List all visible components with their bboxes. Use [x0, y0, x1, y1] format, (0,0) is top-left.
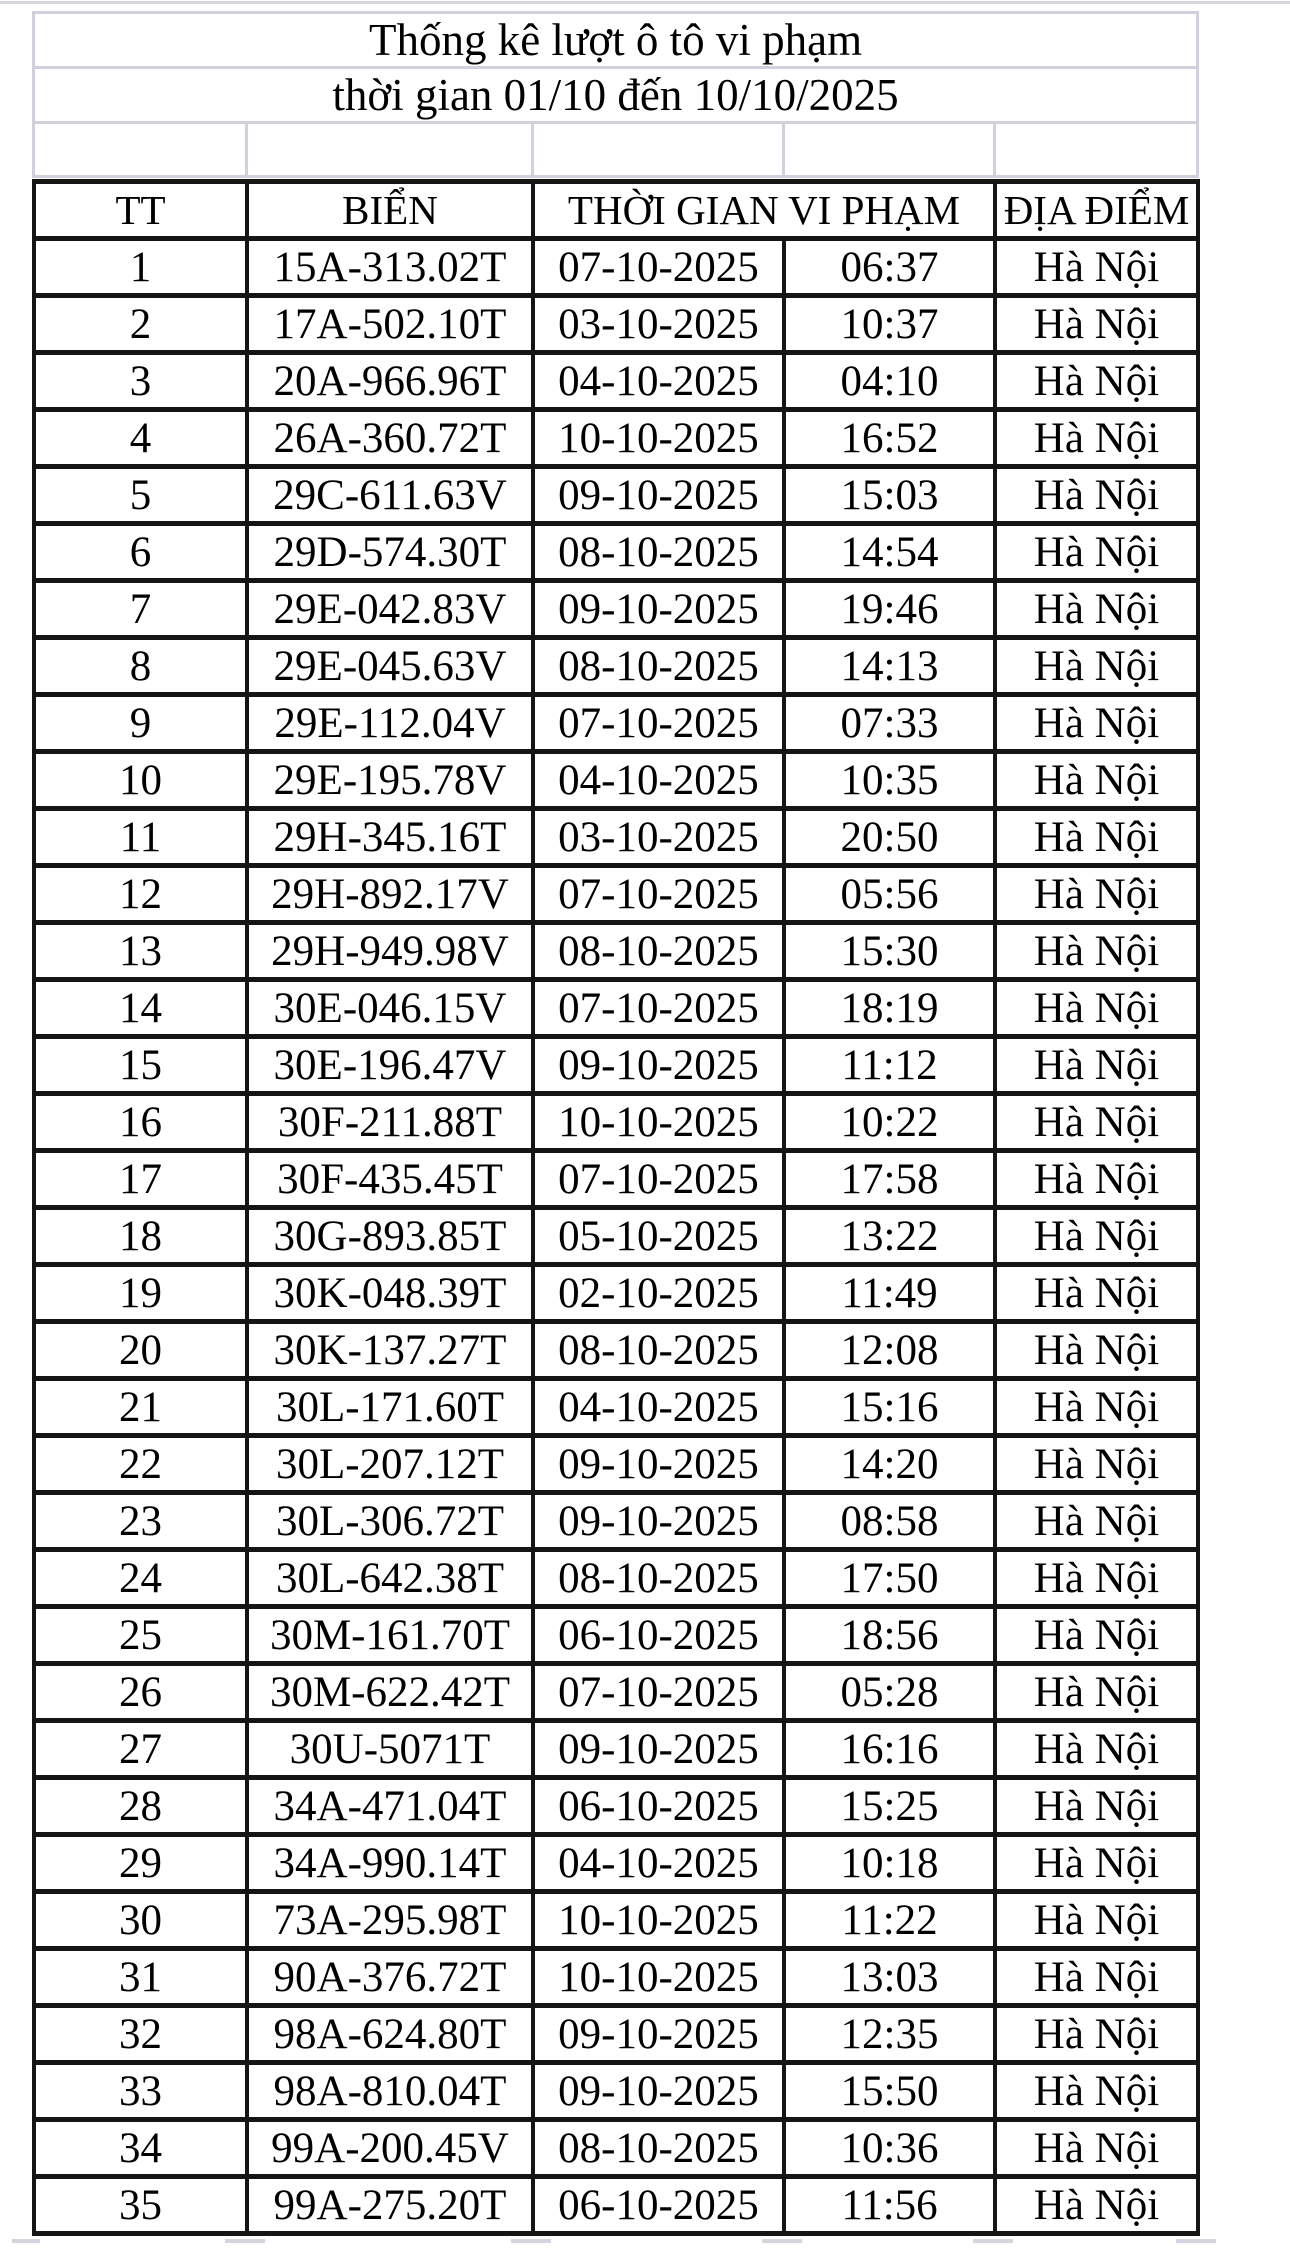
cell-plate: 29E-042.83V [247, 581, 533, 638]
report-title-line1: Thống kê lượt ô tô vi phạm [34, 13, 1198, 68]
cell-location: Hà Nội [995, 524, 1198, 581]
cell-tt: 20 [34, 1322, 247, 1379]
cell-date: 08-10-2025 [533, 1550, 784, 1607]
cell-location: Hà Nội [995, 581, 1198, 638]
cell-location: Hà Nội [995, 1094, 1198, 1151]
cell-tt: 19 [34, 1265, 247, 1322]
cell-time: 07:33 [784, 695, 995, 752]
cell-tt: 10 [34, 752, 247, 809]
cell-time: 10:37 [784, 296, 995, 353]
cell-location: Hà Nội [995, 1664, 1198, 1721]
cell-location: Hà Nội [995, 1493, 1198, 1550]
cell-location: Hà Nội [995, 1379, 1198, 1436]
cell-location: Hà Nội [995, 1835, 1198, 1892]
table-row [34, 1778, 1198, 1835]
table-row [34, 1094, 1198, 1151]
table-row [34, 353, 1198, 410]
cell-plate: 30E-196.47V [247, 1037, 533, 1094]
cell-tt: 29 [34, 1835, 247, 1892]
table-row [34, 1835, 1198, 1892]
col-header-location: ĐỊA ĐIỂM [995, 182, 1198, 239]
cell-date: 02-10-2025 [533, 1265, 784, 1322]
cell-plate: 15A-313.02T [247, 239, 533, 296]
cell-time: 15:30 [784, 923, 995, 980]
cell-tt: 34 [34, 2120, 247, 2177]
cell-location: Hà Nội [995, 923, 1198, 980]
cell-plate: 29D-574.30T [247, 524, 533, 581]
cell-location: Hà Nội [995, 1322, 1198, 1379]
spacer-row [34, 123, 1198, 177]
cell-date: 06-10-2025 [533, 1607, 784, 1664]
cell-plate: 20A-966.96T [247, 353, 533, 410]
table-row [34, 1607, 1198, 1664]
cell-tt: 22 [34, 1436, 247, 1493]
col-header-violation-time: THỜI GIAN VI PHẠM [533, 182, 995, 239]
cell-time: 15:03 [784, 467, 995, 524]
table-row [34, 239, 1198, 296]
cell-plate: 26A-360.72T [247, 410, 533, 467]
table-row [34, 1322, 1198, 1379]
cell-tt: 12 [34, 866, 247, 923]
cell-date: 09-10-2025 [533, 2063, 784, 2120]
cell-date: 09-10-2025 [533, 1493, 784, 1550]
cell-plate: 30M-161.70T [247, 1607, 533, 1664]
table-row [34, 923, 1198, 980]
cell-plate: 30G-893.85T [247, 1208, 533, 1265]
cell-tt: 27 [34, 1721, 247, 1778]
cell-date: 10-10-2025 [533, 1949, 784, 2006]
cell-tt: 13 [34, 923, 247, 980]
cell-date: 10-10-2025 [533, 1892, 784, 1949]
cell-time: 11:56 [784, 2177, 995, 2234]
cell-plate: 17A-502.10T [247, 296, 533, 353]
cell-plate: 30K-048.39T [247, 1265, 533, 1322]
cell-tt: 3 [34, 353, 247, 410]
cell-date: 04-10-2025 [533, 752, 784, 809]
table-row [34, 1949, 1198, 2006]
cell-tt: 33 [34, 2063, 247, 2120]
cell-time: 11:12 [784, 1037, 995, 1094]
cell-plate: 30F-435.45T [247, 1151, 533, 1208]
col-header-tt: TT [34, 182, 247, 239]
cell-time: 12:08 [784, 1322, 995, 1379]
cell-tt: 24 [34, 1550, 247, 1607]
table-row [34, 866, 1198, 923]
cell-time: 10:35 [784, 752, 995, 809]
cell-location: Hà Nội [995, 1550, 1198, 1607]
cell-location: Hà Nội [995, 1436, 1198, 1493]
cell-tt: 11 [34, 809, 247, 866]
cell-tt: 25 [34, 1607, 247, 1664]
cell-time: 17:50 [784, 1550, 995, 1607]
cell-tt: 23 [34, 1493, 247, 1550]
violations-table [32, 179, 1200, 2236]
table-row [34, 410, 1198, 467]
cell-date: 07-10-2025 [533, 866, 784, 923]
cell-time: 19:46 [784, 581, 995, 638]
table-row [34, 638, 1198, 695]
spacer-cell [34, 123, 247, 177]
cell-plate: 29H-345.16T [247, 809, 533, 866]
cell-time: 16:16 [784, 1721, 995, 1778]
cell-time: 13:03 [784, 1949, 995, 2006]
cell-tt: 30 [34, 1892, 247, 1949]
cell-plate: 34A-990.14T [247, 1835, 533, 1892]
cell-location: Hà Nội [995, 1892, 1198, 1949]
cell-time: 10:36 [784, 2120, 995, 2177]
report-title-line2: thời gian 01/10 đến 10/10/2025 [34, 68, 1198, 123]
cell-location: Hà Nội [995, 980, 1198, 1037]
cell-date: 07-10-2025 [533, 239, 784, 296]
cell-time: 20:50 [784, 809, 995, 866]
cell-location: Hà Nội [995, 2006, 1198, 2063]
cell-location: Hà Nội [995, 866, 1198, 923]
cell-time: 15:25 [784, 1778, 995, 1835]
cell-tt: 21 [34, 1379, 247, 1436]
header-row [34, 182, 1198, 239]
cell-location: Hà Nội [995, 752, 1198, 809]
cell-tt: 15 [34, 1037, 247, 1094]
cell-plate: 98A-810.04T [247, 2063, 533, 2120]
cell-time: 14:20 [784, 1436, 995, 1493]
table-row [34, 809, 1198, 866]
sheet-gridline-top [0, 1, 1290, 4]
cell-tt: 8 [34, 638, 247, 695]
table-row [34, 980, 1198, 1037]
cell-location: Hà Nội [995, 1037, 1198, 1094]
table-row [34, 1208, 1198, 1265]
cell-date: 03-10-2025 [533, 809, 784, 866]
cell-tt: 5 [34, 467, 247, 524]
table-row [34, 1892, 1198, 1949]
table-row [34, 1550, 1198, 1607]
cell-plate: 73A-295.98T [247, 1892, 533, 1949]
cell-date: 09-10-2025 [533, 467, 784, 524]
spacer-cell [247, 123, 533, 177]
table-row [34, 581, 1198, 638]
cell-tt: 28 [34, 1778, 247, 1835]
cell-date: 05-10-2025 [533, 1208, 784, 1265]
violation-report-sheet [32, 11, 1196, 2236]
cell-time: 11:22 [784, 1892, 995, 1949]
cell-date: 08-10-2025 [533, 1322, 784, 1379]
cell-time: 06:37 [784, 239, 995, 296]
cell-plate: 30M-622.42T [247, 1664, 533, 1721]
cell-plate: 30L-642.38T [247, 1550, 533, 1607]
table-row [34, 1436, 1198, 1493]
gridline-stub [762, 2239, 802, 2243]
cell-plate: 30K-137.27T [247, 1322, 533, 1379]
gridline-stub [12, 2239, 40, 2243]
cell-location: Hà Nội [995, 1721, 1198, 1778]
cell-time: 05:28 [784, 1664, 995, 1721]
cell-location: Hà Nội [995, 410, 1198, 467]
cell-date: 04-10-2025 [533, 353, 784, 410]
cell-date: 09-10-2025 [533, 1436, 784, 1493]
cell-plate: 34A-471.04T [247, 1778, 533, 1835]
cell-date: 04-10-2025 [533, 1379, 784, 1436]
cell-tt: 31 [34, 1949, 247, 2006]
gridline-stub [1176, 2239, 1216, 2243]
cell-plate: 30E-046.15V [247, 980, 533, 1037]
cell-date: 04-10-2025 [533, 1835, 784, 1892]
gridline-stub [511, 2239, 551, 2243]
cell-tt: 32 [34, 2006, 247, 2063]
cell-date: 09-10-2025 [533, 581, 784, 638]
cell-date: 06-10-2025 [533, 2177, 784, 2234]
cell-location: Hà Nội [995, 467, 1198, 524]
cell-tt: 2 [34, 296, 247, 353]
cell-time: 05:56 [784, 866, 995, 923]
cell-time: 15:16 [784, 1379, 995, 1436]
cell-time: 04:10 [784, 353, 995, 410]
cell-date: 08-10-2025 [533, 638, 784, 695]
title-block [32, 11, 1199, 178]
cell-plate: 29E-045.63V [247, 638, 533, 695]
cell-date: 07-10-2025 [533, 980, 784, 1037]
cell-time: 10:18 [784, 1835, 995, 1892]
cell-plate: 90A-376.72T [247, 1949, 533, 2006]
cell-date: 09-10-2025 [533, 1721, 784, 1778]
cell-location: Hà Nội [995, 1607, 1198, 1664]
cell-plate: 30L-306.72T [247, 1493, 533, 1550]
cell-time: 11:49 [784, 1265, 995, 1322]
cell-location: Hà Nội [995, 1208, 1198, 1265]
cell-plate: 30L-207.12T [247, 1436, 533, 1493]
col-header-plate: BIỂN [247, 182, 533, 239]
cell-tt: 1 [34, 239, 247, 296]
cell-time: 08:58 [784, 1493, 995, 1550]
cell-location: Hà Nội [995, 296, 1198, 353]
cell-tt: 35 [34, 2177, 247, 2234]
cell-tt: 4 [34, 410, 247, 467]
table-row [34, 1721, 1198, 1778]
cell-date: 07-10-2025 [533, 1151, 784, 1208]
table-row [34, 1265, 1198, 1322]
cell-location: Hà Nội [995, 353, 1198, 410]
cell-plate: 30U-5071T [247, 1721, 533, 1778]
cell-date: 08-10-2025 [533, 524, 784, 581]
table-row [34, 695, 1198, 752]
cell-plate: 29H-949.98V [247, 923, 533, 980]
cell-plate: 29C-611.63V [247, 467, 533, 524]
cell-plate: 29H-892.17V [247, 866, 533, 923]
cell-date: 10-10-2025 [533, 1094, 784, 1151]
cell-location: Hà Nội [995, 1778, 1198, 1835]
cell-time: 18:56 [784, 1607, 995, 1664]
cell-time: 12:35 [784, 2006, 995, 2063]
cell-date: 07-10-2025 [533, 695, 784, 752]
table-row [34, 1664, 1198, 1721]
cell-location: Hà Nội [995, 1949, 1198, 2006]
spacer-cell [784, 123, 995, 177]
cell-location: Hà Nội [995, 239, 1198, 296]
cell-tt: 9 [34, 695, 247, 752]
cell-time: 18:19 [784, 980, 995, 1037]
cell-tt: 16 [34, 1094, 247, 1151]
cell-date: 08-10-2025 [533, 2120, 784, 2177]
cell-plate: 30L-171.60T [247, 1379, 533, 1436]
cell-tt: 7 [34, 581, 247, 638]
gridline-stub [225, 2239, 265, 2243]
cell-tt: 18 [34, 1208, 247, 1265]
cell-date: 03-10-2025 [533, 296, 784, 353]
spacer-cell [533, 123, 784, 177]
table-row [34, 296, 1198, 353]
cell-plate: 29E-112.04V [247, 695, 533, 752]
cell-date: 07-10-2025 [533, 1664, 784, 1721]
cell-time: 15:50 [784, 2063, 995, 2120]
cell-time: 13:22 [784, 1208, 995, 1265]
cell-tt: 26 [34, 1664, 247, 1721]
cell-time: 16:52 [784, 410, 995, 467]
cell-plate: 99A-275.20T [247, 2177, 533, 2234]
cell-plate: 98A-624.80T [247, 2006, 533, 2063]
cell-location: Hà Nội [995, 638, 1198, 695]
cell-date: 06-10-2025 [533, 1778, 784, 1835]
cell-location: Hà Nội [995, 695, 1198, 752]
cell-date: 10-10-2025 [533, 410, 784, 467]
cell-location: Hà Nội [995, 2177, 1198, 2234]
cell-plate: 30F-211.88T [247, 1094, 533, 1151]
table-row [34, 2177, 1198, 2234]
cell-plate: 29E-195.78V [247, 752, 533, 809]
cell-location: Hà Nội [995, 2063, 1198, 2120]
cell-time: 10:22 [784, 1094, 995, 1151]
table-row [34, 1037, 1198, 1094]
table-row [34, 2120, 1198, 2177]
cell-tt: 6 [34, 524, 247, 581]
cell-location: Hà Nội [995, 1265, 1198, 1322]
cell-time: 17:58 [784, 1151, 995, 1208]
table-row [34, 2006, 1198, 2063]
spacer-cell [995, 123, 1198, 177]
cell-time: 14:54 [784, 524, 995, 581]
cell-plate: 99A-200.45V [247, 2120, 533, 2177]
cell-date: 09-10-2025 [533, 1037, 784, 1094]
table-row [34, 1151, 1198, 1208]
table-row [34, 524, 1198, 581]
cell-time: 14:13 [784, 638, 995, 695]
cell-location: Hà Nội [995, 1151, 1198, 1208]
table-row [34, 2063, 1198, 2120]
cell-location: Hà Nội [995, 809, 1198, 866]
gridline-stub [973, 2239, 1013, 2243]
cell-tt: 14 [34, 980, 247, 1037]
cell-date: 09-10-2025 [533, 2006, 784, 2063]
cell-location: Hà Nội [995, 2120, 1198, 2177]
table-row [34, 467, 1198, 524]
table-row [34, 752, 1198, 809]
table-row [34, 1379, 1198, 1436]
cell-tt: 17 [34, 1151, 247, 1208]
cell-date: 08-10-2025 [533, 923, 784, 980]
table-row [34, 1493, 1198, 1550]
